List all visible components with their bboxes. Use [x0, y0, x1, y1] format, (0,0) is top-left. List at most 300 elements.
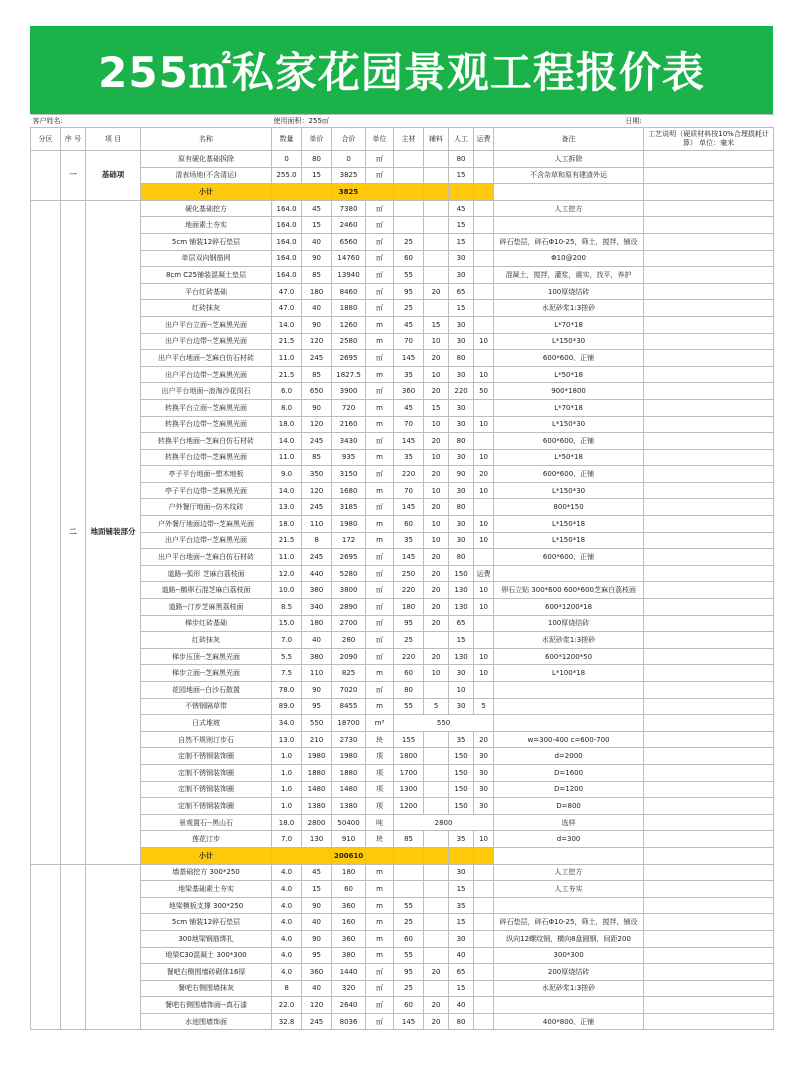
aux-cell[interactable]: 20	[424, 433, 449, 450]
total-cell[interactable]: 1980	[332, 516, 366, 533]
qty-cell[interactable]: 8.5	[272, 599, 302, 616]
aux-cell[interactable]	[424, 897, 449, 914]
labor-cell[interactable]: 15	[449, 217, 474, 234]
transport-cell[interactable]: 10	[474, 582, 494, 599]
main-cell[interactable]: 25	[394, 632, 424, 649]
total-cell[interactable]: 320	[332, 980, 366, 997]
unit-cell[interactable]: ㎡	[366, 233, 394, 250]
qty-cell[interactable]: 5.5	[272, 648, 302, 665]
main-cell[interactable]: 145	[394, 350, 424, 367]
subtotal-empty[interactable]	[449, 184, 474, 201]
total-cell[interactable]: 720	[332, 399, 366, 416]
name-cell[interactable]: 户外餐厅地面--仿木纹砖	[141, 499, 272, 516]
craft-cell[interactable]	[644, 731, 774, 748]
subtotal-label[interactable]: 小计	[141, 184, 272, 201]
note-cell[interactable]: 选样	[494, 814, 644, 831]
note-cell[interactable]: 人工挖方	[494, 200, 644, 217]
unit-cell[interactable]: ㎡	[366, 200, 394, 217]
total-cell[interactable]: 2640	[332, 997, 366, 1014]
total-cell[interactable]: 935	[332, 449, 366, 466]
note-cell[interactable]: 人工夯实	[494, 881, 644, 898]
name-cell[interactable]: 水池围墙饰面	[141, 1013, 272, 1030]
main-cell[interactable]: 360	[394, 383, 424, 400]
labor-cell[interactable]: 150	[449, 565, 474, 582]
aux-cell[interactable]: 20	[424, 466, 449, 483]
craft-cell[interactable]	[644, 532, 774, 549]
craft-cell[interactable]	[644, 831, 774, 848]
aux-cell[interactable]: 10	[424, 416, 449, 433]
main-cell[interactable]: 70	[394, 482, 424, 499]
craft-cell[interactable]	[644, 283, 774, 300]
craft-cell[interactable]	[644, 881, 774, 898]
price-cell[interactable]: 380	[302, 648, 332, 665]
section-cell[interactable]	[31, 200, 61, 864]
subtotal-empty[interactable]	[366, 847, 394, 864]
unit-cell[interactable]: m	[366, 665, 394, 682]
section-cell[interactable]	[31, 864, 61, 1030]
name-cell[interactable]: 出户平台边带--芝麻黑光面	[141, 532, 272, 549]
craft-cell[interactable]	[644, 665, 774, 682]
qty-cell[interactable]: 255.0	[272, 167, 302, 184]
name-cell[interactable]: 转换平台地面--芝麻白仿石材砖	[141, 433, 272, 450]
qty-cell[interactable]: 4.0	[272, 897, 302, 914]
unit-cell[interactable]: 块	[366, 831, 394, 848]
main-cell[interactable]: 70	[394, 333, 424, 350]
subtotal-label[interactable]: 小计	[141, 847, 272, 864]
unit-cell[interactable]: ㎡	[366, 383, 394, 400]
main-cell[interactable]: 25	[394, 914, 424, 931]
header-labor[interactable]: 人工	[449, 128, 474, 151]
total-cell[interactable]: 2160	[332, 416, 366, 433]
price-cell[interactable]: 95	[302, 947, 332, 964]
main-cell[interactable]: 220	[394, 582, 424, 599]
unit-cell[interactable]: ㎡	[366, 300, 394, 317]
unit-cell[interactable]: ㎡	[366, 167, 394, 184]
main-cell[interactable]: 220	[394, 466, 424, 483]
note-cell[interactable]: 600*600、正铺	[494, 433, 644, 450]
unit-cell[interactable]: m	[366, 333, 394, 350]
name-cell[interactable]: 红砖抹灰	[141, 300, 272, 317]
transport-cell[interactable]: 运费	[474, 565, 494, 582]
labor-cell[interactable]: 150	[449, 798, 474, 815]
labor-cell[interactable]: 15	[449, 632, 474, 649]
subtotal-empty[interactable]	[424, 184, 449, 201]
total-cell[interactable]: 180	[332, 864, 366, 881]
name-cell[interactable]: 梯步压顶--芝麻黑光面	[141, 648, 272, 665]
main-cell[interactable]: 25	[394, 233, 424, 250]
main-cell[interactable]: 60	[394, 250, 424, 267]
subtotal-empty[interactable]	[366, 184, 394, 201]
name-cell[interactable]: 转换平台边带--芝麻黑光面	[141, 449, 272, 466]
craft-cell[interactable]	[644, 1013, 774, 1030]
transport-cell[interactable]	[474, 233, 494, 250]
qty-cell[interactable]: 18.0	[272, 516, 302, 533]
main-cell[interactable]: 145	[394, 499, 424, 516]
aux-cell[interactable]: 5	[424, 698, 449, 715]
aux-cell[interactable]: 15	[424, 316, 449, 333]
aux-cell[interactable]	[424, 731, 449, 748]
transport-cell[interactable]	[474, 1013, 494, 1030]
name-cell[interactable]: 莲花汀步	[141, 831, 272, 848]
transport-cell[interactable]: 30	[474, 748, 494, 765]
name-cell[interactable]: 出户平台地面--芝麻白仿石材砖	[141, 350, 272, 367]
price-cell[interactable]: 15	[302, 217, 332, 234]
unit-cell[interactable]: ㎡	[366, 632, 394, 649]
main-cell[interactable]: 25	[394, 980, 424, 997]
name-cell[interactable]: 定制不锈钢装饰圈	[141, 748, 272, 765]
main-cell[interactable]	[394, 881, 424, 898]
total-cell[interactable]: 3430	[332, 433, 366, 450]
labor-cell[interactable]: 45	[449, 200, 474, 217]
craft-cell[interactable]	[644, 930, 774, 947]
unit-cell[interactable]: m³	[366, 715, 394, 732]
craft-cell[interactable]	[644, 167, 774, 184]
main-cell[interactable]: 95	[394, 283, 424, 300]
transport-cell[interactable]: 10	[474, 416, 494, 433]
craft-cell[interactable]	[644, 914, 774, 931]
labor-cell[interactable]: 30	[449, 267, 474, 284]
labor-cell[interactable]: 80	[449, 433, 474, 450]
qty-cell[interactable]: 11.0	[272, 350, 302, 367]
craft-cell[interactable]	[644, 582, 774, 599]
craft-cell[interactable]	[644, 632, 774, 649]
transport-cell[interactable]	[474, 250, 494, 267]
header-name[interactable]: 名称	[141, 128, 272, 151]
aux-cell[interactable]	[424, 300, 449, 317]
aux-cell[interactable]: 10	[424, 449, 449, 466]
main-cell[interactable]: 95	[394, 964, 424, 981]
total-cell[interactable]: 14760	[332, 250, 366, 267]
transport-cell[interactable]	[474, 682, 494, 699]
name-cell[interactable]: 道路--弧形 芝麻白荔枝面	[141, 565, 272, 582]
main-cell[interactable]: 35	[394, 366, 424, 383]
qty-cell[interactable]: 34.0	[272, 715, 302, 732]
unit-cell[interactable]: ㎡	[366, 217, 394, 234]
total-cell[interactable]: 7380	[332, 200, 366, 217]
header-craft[interactable]: 工艺说明（硬质材料按10%合理损耗计算） 单位：毫米	[644, 128, 774, 151]
qty-cell[interactable]: 13.0	[272, 731, 302, 748]
qty-cell[interactable]: 10.0	[272, 582, 302, 599]
qty-cell[interactable]: 21.5	[272, 366, 302, 383]
total-cell[interactable]: 3150	[332, 466, 366, 483]
transport-cell[interactable]: 30	[474, 764, 494, 781]
transport-cell[interactable]: 30	[474, 798, 494, 815]
note-cell[interactable]: L*50*18	[494, 449, 644, 466]
unit-cell[interactable]: ㎡	[366, 433, 394, 450]
unit-cell[interactable]: m	[366, 864, 394, 881]
transport-cell[interactable]	[474, 399, 494, 416]
name-cell[interactable]: 不锈钢隔草带	[141, 698, 272, 715]
price-cell[interactable]: 210	[302, 731, 332, 748]
transport-cell[interactable]	[474, 167, 494, 184]
unit-cell[interactable]: m	[366, 366, 394, 383]
transport-cell[interactable]: 10	[474, 648, 494, 665]
subtotal-blank[interactable]	[644, 184, 774, 201]
labor-cell[interactable]: 30	[449, 665, 474, 682]
price-cell[interactable]: 245	[302, 549, 332, 566]
note-cell[interactable]: 800*150	[494, 499, 644, 516]
header-section[interactable]: 分区	[31, 128, 61, 151]
aux-cell[interactable]: 20	[424, 615, 449, 632]
craft-cell[interactable]	[644, 864, 774, 881]
transport-cell[interactable]	[474, 200, 494, 217]
total-cell[interactable]: 8460	[332, 283, 366, 300]
transport-cell[interactable]: 5	[474, 698, 494, 715]
craft-cell[interactable]	[644, 449, 774, 466]
name-cell[interactable]: 地面素土夯实	[141, 217, 272, 234]
total-cell[interactable]: 2695	[332, 549, 366, 566]
craft-cell[interactable]	[644, 366, 774, 383]
price-cell[interactable]: 90	[302, 897, 332, 914]
main-cell[interactable]: 55	[394, 698, 424, 715]
transport-cell[interactable]	[474, 997, 494, 1014]
unit-cell[interactable]: m	[366, 897, 394, 914]
name-cell[interactable]: 转换平台边带--芝麻黑光面	[141, 416, 272, 433]
total-cell[interactable]: 0	[332, 151, 366, 168]
total-cell[interactable]: 360	[332, 897, 366, 914]
name-cell[interactable]: 亭子平台边带--芝麻黑光面	[141, 482, 272, 499]
name-cell[interactable]: 餐吧右侧围墙抹灰	[141, 980, 272, 997]
main-cell[interactable]: 155	[394, 731, 424, 748]
name-cell[interactable]: 平台红砖基础	[141, 283, 272, 300]
craft-cell[interactable]	[644, 300, 774, 317]
main-cell[interactable]: 55	[394, 947, 424, 964]
note-cell[interactable]: 600*1200*18	[494, 599, 644, 616]
qty-cell[interactable]: 8.0	[272, 399, 302, 416]
transport-cell[interactable]: 20	[474, 731, 494, 748]
craft-cell[interactable]	[644, 997, 774, 1014]
total-cell[interactable]: 2460	[332, 217, 366, 234]
craft-cell[interactable]	[644, 399, 774, 416]
total-cell[interactable]: 13940	[332, 267, 366, 284]
unit-cell[interactable]: m	[366, 399, 394, 416]
qty-cell[interactable]: 1.0	[272, 798, 302, 815]
total-cell[interactable]: 1680	[332, 482, 366, 499]
craft-cell[interactable]	[644, 233, 774, 250]
labor-cell[interactable]: 35	[449, 897, 474, 914]
name-cell[interactable]: 墙基础挖方 300*250	[141, 864, 272, 881]
transport-cell[interactable]: 10	[474, 532, 494, 549]
price-cell[interactable]: 80	[302, 151, 332, 168]
price-cell[interactable]: 15	[302, 167, 332, 184]
aux-cell[interactable]: 20	[424, 964, 449, 981]
price-cell[interactable]: 120	[302, 333, 332, 350]
labor-cell[interactable]: 15	[449, 881, 474, 898]
labor-cell[interactable]: 15	[449, 914, 474, 931]
price-cell[interactable]: 440	[302, 565, 332, 582]
labor-cell[interactable]: 30	[449, 399, 474, 416]
unit-cell[interactable]: ㎡	[366, 1013, 394, 1030]
qty-cell[interactable]: 14.0	[272, 316, 302, 333]
subtotal-value[interactable]: 3825	[332, 184, 366, 201]
client-name-cell[interactable]: 客户姓名:	[31, 115, 272, 128]
unit-cell[interactable]: 项	[366, 764, 394, 781]
note-cell[interactable]: 水泥砂浆1:3搓砂	[494, 980, 644, 997]
aux-cell[interactable]	[424, 980, 449, 997]
unit-cell[interactable]: m	[366, 416, 394, 433]
name-cell[interactable]: 梯步红砖基础	[141, 615, 272, 632]
date-cell[interactable]: 日期:	[494, 115, 774, 128]
seq-cell[interactable]: 二	[61, 200, 86, 864]
craft-cell[interactable]	[644, 200, 774, 217]
price-cell[interactable]: 110	[302, 516, 332, 533]
unit-cell[interactable]: ㎡	[366, 283, 394, 300]
total-cell[interactable]: 280	[332, 632, 366, 649]
aux-cell[interactable]	[424, 831, 449, 848]
unit-cell[interactable]: ㎡	[366, 250, 394, 267]
labor-cell[interactable]: 30	[449, 698, 474, 715]
aux-cell[interactable]	[424, 151, 449, 168]
labor-cell[interactable]: 15	[449, 300, 474, 317]
main-cell[interactable]: 60	[394, 997, 424, 1014]
labor-cell[interactable]: 15	[449, 167, 474, 184]
note-cell[interactable]	[494, 698, 644, 715]
labor-cell[interactable]: 30	[449, 416, 474, 433]
qty-cell[interactable]: 4.0	[272, 914, 302, 931]
labor-cell[interactable]: 80	[449, 549, 474, 566]
main-cell[interactable]	[394, 217, 424, 234]
qty-cell[interactable]: 4.0	[272, 964, 302, 981]
note-cell[interactable]: L*150*30	[494, 333, 644, 350]
price-cell[interactable]: 95	[302, 698, 332, 715]
transport-cell[interactable]	[474, 930, 494, 947]
note-cell[interactable]: L*70*18	[494, 399, 644, 416]
seq-cell[interactable]: 一	[61, 151, 86, 201]
price-cell[interactable]: 350	[302, 466, 332, 483]
item-cell[interactable]: 基础项	[86, 151, 141, 201]
total-cell[interactable]: 825	[332, 665, 366, 682]
craft-cell[interactable]	[644, 565, 774, 582]
main-cell[interactable]	[394, 167, 424, 184]
qty-cell[interactable]: 4.0	[272, 881, 302, 898]
labor-cell[interactable]: 30	[449, 333, 474, 350]
price-cell[interactable]: 2800	[302, 814, 332, 831]
unit-cell[interactable]: ㎡	[366, 466, 394, 483]
item-cell[interactable]: 地面铺装部分	[86, 200, 141, 864]
transport-cell[interactable]	[474, 433, 494, 450]
name-cell[interactable]: 红砖抹灰	[141, 632, 272, 649]
aux-cell[interactable]	[424, 217, 449, 234]
craft-cell[interactable]	[644, 764, 774, 781]
note-cell[interactable]: 900*1800	[494, 383, 644, 400]
total-cell[interactable]: 2890	[332, 599, 366, 616]
aux-cell[interactable]: 10	[424, 333, 449, 350]
transport-cell[interactable]	[474, 151, 494, 168]
labor-cell[interactable]: 15	[449, 233, 474, 250]
qty-cell[interactable]: 47.0	[272, 283, 302, 300]
price-cell[interactable]: 40	[302, 233, 332, 250]
seq-cell[interactable]	[61, 864, 86, 1030]
transport-cell[interactable]	[474, 217, 494, 234]
unit-cell[interactable]: ㎡	[366, 599, 394, 616]
unit-cell[interactable]: m	[366, 914, 394, 931]
aux-cell[interactable]	[424, 947, 449, 964]
name-cell[interactable]: 出户平台地面--芝麻白仿石材砖	[141, 549, 272, 566]
unit-cell[interactable]: m	[366, 698, 394, 715]
name-cell[interactable]: 8cm C25铺装混凝土垫层	[141, 267, 272, 284]
craft-cell[interactable]	[644, 599, 774, 616]
qty-cell[interactable]: 13.0	[272, 499, 302, 516]
total-cell[interactable]: 2695	[332, 350, 366, 367]
price-cell[interactable]: 180	[302, 615, 332, 632]
total-cell[interactable]: 8036	[332, 1013, 366, 1030]
transport-cell[interactable]	[474, 864, 494, 881]
transport-cell[interactable]: 10	[474, 482, 494, 499]
main-cell[interactable]: 1700	[394, 764, 424, 781]
aux-cell[interactable]	[424, 781, 449, 798]
name-cell[interactable]: 出户平台边带--芝麻黑光面	[141, 333, 272, 350]
craft-cell[interactable]	[644, 682, 774, 699]
total-cell[interactable]: 160	[332, 914, 366, 931]
aux-cell[interactable]	[424, 748, 449, 765]
note-cell[interactable]: 300*300	[494, 947, 644, 964]
transport-cell[interactable]	[474, 615, 494, 632]
note-cell[interactable]: 碎石垫层，碎石Φ10-25，筛土，搅拌，铺设	[494, 233, 644, 250]
name-cell[interactable]: 5cm 铺装12碎石垫层	[141, 233, 272, 250]
craft-cell[interactable]	[644, 217, 774, 234]
labor-cell[interactable]: 80	[449, 1013, 474, 1030]
labor-cell[interactable]: 150	[449, 748, 474, 765]
qty-cell[interactable]: 22.0	[272, 997, 302, 1014]
main-cell[interactable]: 45	[394, 316, 424, 333]
main-cell[interactable]: 1200	[394, 798, 424, 815]
main-cell[interactable]: 220	[394, 648, 424, 665]
qty-cell[interactable]: 1.0	[272, 781, 302, 798]
unit-cell[interactable]: 项	[366, 781, 394, 798]
transport-cell[interactable]: 10	[474, 366, 494, 383]
qty-cell[interactable]: 4.0	[272, 864, 302, 881]
craft-cell[interactable]	[644, 715, 774, 732]
transport-cell[interactable]: 10	[474, 665, 494, 682]
unit-cell[interactable]: 块	[366, 731, 394, 748]
qty-cell[interactable]: 11.0	[272, 549, 302, 566]
total-cell[interactable]: 360	[332, 930, 366, 947]
main-cell[interactable]: 25	[394, 300, 424, 317]
price-cell[interactable]: 360	[302, 964, 332, 981]
main-cell[interactable]: 60	[394, 930, 424, 947]
qty-cell[interactable]: 47.0	[272, 300, 302, 317]
unit-cell[interactable]: ㎡	[366, 648, 394, 665]
total-cell[interactable]: 1980	[332, 748, 366, 765]
craft-cell[interactable]	[644, 333, 774, 350]
aux-cell[interactable]	[424, 632, 449, 649]
header-total[interactable]: 合价	[332, 128, 366, 151]
note-cell[interactable]: 混凝土，搅拌，灌浆，震实，找平，养护	[494, 267, 644, 284]
craft-cell[interactable]	[644, 980, 774, 997]
main-cell[interactable]: 145	[394, 433, 424, 450]
name-cell[interactable]: 定制不锈钢装饰圈	[141, 798, 272, 815]
qty-cell[interactable]: 14.0	[272, 482, 302, 499]
header-item[interactable]: 项 目	[86, 128, 141, 151]
price-cell[interactable]: 1380	[302, 798, 332, 815]
price-cell[interactable]: 550	[302, 715, 332, 732]
aux-cell[interactable]	[424, 798, 449, 815]
price-cell[interactable]: 40	[302, 632, 332, 649]
note-cell[interactable]: L*70*18	[494, 316, 644, 333]
unit-cell[interactable]: 项	[366, 748, 394, 765]
subtotal-value[interactable]: 200610	[332, 847, 366, 864]
qty-cell[interactable]: 21.5	[272, 333, 302, 350]
craft-cell[interactable]	[644, 798, 774, 815]
price-cell[interactable]: 40	[302, 980, 332, 997]
transport-cell[interactable]	[474, 881, 494, 898]
subtotal-empty[interactable]	[449, 847, 474, 864]
transport-cell[interactable]	[474, 549, 494, 566]
qty-cell[interactable]: 21.5	[272, 532, 302, 549]
labor-cell[interactable]: 30	[449, 250, 474, 267]
header-note[interactable]: 备注	[494, 128, 644, 151]
transport-cell[interactable]	[474, 283, 494, 300]
